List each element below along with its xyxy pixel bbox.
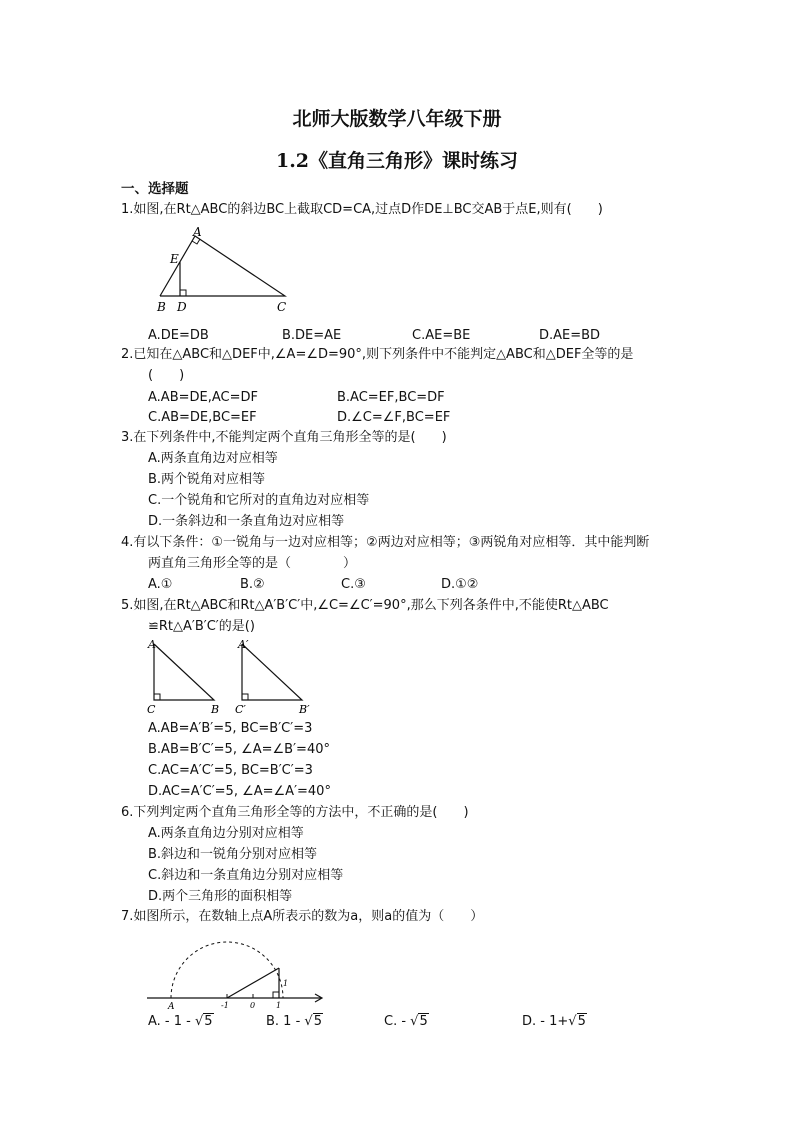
q7-option-d-text: D. - 1+: [522, 1014, 569, 1029]
q6-option-b: B.斜边和一锐角分别对应相等: [148, 847, 318, 862]
q3-option-a: A.两条直角边对应相等: [148, 451, 278, 466]
label-A: A: [148, 638, 156, 651]
q5-option-d: D.AC=A′C′=5, ∠A=∠A′=40°: [148, 784, 331, 799]
label-B: B: [211, 703, 220, 716]
section-heading: 一、选择题: [121, 181, 189, 197]
q1-option-c: C.AE=BE: [412, 328, 471, 343]
figure-q1-triangle: [150, 226, 300, 322]
page-subtitle: 1.2《直角三角形》课时练习: [275, 150, 519, 172]
q7-option-a-text: A. - 1 -: [148, 1014, 195, 1029]
label-B-prime: B′: [299, 703, 310, 716]
q7-option-d: [522, 1013, 587, 1031]
q7-option-b: [266, 1013, 323, 1031]
q7-option-c-radicand: 5: [419, 1014, 428, 1029]
q6-option-c: C.斜边和一条直角边分别对应相等: [148, 868, 344, 883]
q7-option-c-text: C. -: [384, 1014, 411, 1029]
question-1: 1.如图,在Rt△ABC的斜边BC上截取CD=CA,过点D作DE⊥BC交AB于点E,则有( ): [121, 202, 603, 217]
label-zero: 0: [250, 1001, 256, 1010]
question-3: 3.在下列条件中,不能判定两个直角三角形全等的是( ): [121, 430, 447, 445]
q7-option-b-radicand: 5: [313, 1014, 322, 1029]
q1-option-b: B.DE=AE: [282, 328, 342, 343]
figure-q7-number-line: [145, 928, 330, 1016]
question-7: 7.如图所示，在数轴上点A所表示的数为a，则a的值为（ ）: [121, 909, 484, 924]
q7-option-a: [148, 1013, 214, 1031]
question-2: 2.已知在△ABC和△DEF中,∠A=∠D=90°,则下列条件中不能判定△ABC和△DEF全等的是: [121, 347, 634, 362]
label-A: A: [168, 1002, 175, 1012]
question-2-blank: ( ): [148, 368, 185, 383]
label-C: C: [147, 703, 156, 716]
label-C-prime: C′: [235, 703, 246, 716]
q1-option-a: A.DE=DB: [148, 328, 209, 343]
q3-option-b: B.两个锐角对应相等: [148, 472, 266, 487]
question-5: 5.如图,在Rt△ABC和Rt△A′B′C′中,∠C=∠C′=90°,那么下列各条件中,不能使Rt△ABC: [121, 598, 609, 613]
q4-option-b: B.②: [240, 577, 265, 592]
q2-option-c: C.AB=DE,BC=EF: [148, 410, 257, 425]
label-one: 1: [276, 1001, 282, 1010]
figure-q5-triangles: [144, 636, 314, 722]
q4-option-d: D.①②: [441, 577, 479, 592]
sqrt-sign: √: [568, 1014, 577, 1029]
q3-option-d: D.一条斜边和一条直角边对应相等: [148, 514, 345, 529]
q5-option-b: B.AB=B′C′=5, ∠A=∠B′=40°: [148, 742, 330, 757]
question-4: 4.有以下条件：①一锐角与一边对应相等；②两边对应相等；③两锐角对应相等．其中能判断: [121, 535, 650, 550]
q4-option-a: A.①: [148, 577, 173, 592]
label-A: A: [193, 226, 202, 239]
q7-option-b-text: B. 1 -: [266, 1014, 305, 1029]
label-D: D: [177, 300, 187, 314]
question-5-line2: ≌Rt△A′B′C′的是(): [148, 619, 255, 634]
question-4-line2: 两直角三角形全等的是（ ）: [148, 556, 357, 571]
q2-option-a: A.AB=DE,AC=DF: [148, 390, 258, 405]
sqrt-sign: √: [410, 1014, 419, 1029]
q7-option-c: [384, 1013, 429, 1031]
q4-option-c: C.③: [341, 577, 366, 592]
q7-option-a-radicand: 5: [204, 1014, 213, 1029]
q6-option-a: A.两条直角边分别对应相等: [148, 826, 304, 841]
q3-option-c: C.一个锐角和它所对的直角边对应相等: [148, 493, 370, 508]
q6-option-d: D.两个三角形的面积相等: [148, 889, 293, 904]
label-C: C: [277, 300, 287, 314]
sqrt-sign: √: [194, 1014, 204, 1029]
q5-option-a: A.AB=A′B′=5, BC=B′C′=3: [148, 721, 313, 736]
sqrt-sign: √: [304, 1014, 313, 1029]
q1-option-d: D.AE=BD: [539, 328, 601, 343]
q5-option-c: C.AC=A′C′=5, BC=B′C′=3: [148, 763, 313, 778]
q2-option-d: D.∠C=∠F,BC=EF: [337, 410, 451, 425]
label-E: E: [170, 252, 179, 266]
question-6: 6.下列判定两个直角三角形全等的方法中，不正确的是( ): [121, 805, 469, 820]
q2-option-b: B.AC=EF,BC=DF: [337, 390, 445, 405]
label-B: B: [157, 300, 166, 314]
label-height-one: 1: [283, 979, 289, 988]
q7-option-d-radicand: 5: [577, 1014, 586, 1029]
label-minus-one: -1: [221, 1001, 229, 1010]
page-title: 北师大版数学八年级下册: [292, 108, 502, 130]
label-A-prime: A′: [238, 638, 249, 651]
